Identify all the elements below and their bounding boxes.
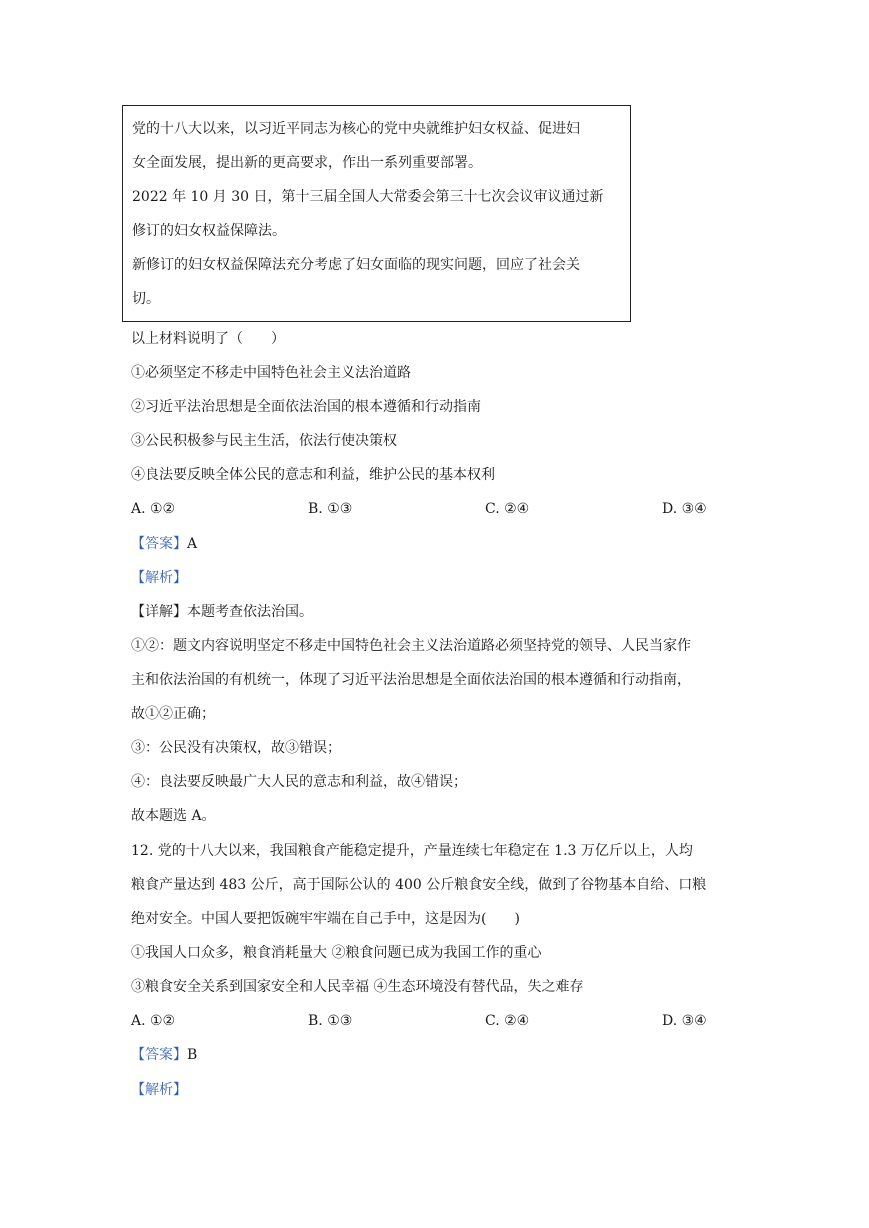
q11-analysis-label: 【解析】 bbox=[131, 570, 187, 586]
q12-option-b: B. ①③ bbox=[308, 1013, 353, 1029]
q12-stem-line: 12. 党的十八大以来，我国粮食产能稳定提升，产量连续七年稳定在 1.3 万亿斤以上，人均 bbox=[131, 843, 693, 859]
q12-stem-line: 绝对安全。中国人要把饭碗牢牢端在自己手中，这是因为( ) bbox=[131, 911, 520, 927]
material-box bbox=[122, 105, 631, 322]
q11-statement: ③公民积极参与民主生活，依法行使决策权 bbox=[131, 433, 397, 449]
q12-analysis-label: 【解析】 bbox=[131, 1082, 187, 1098]
detail-label: 【详解】 bbox=[131, 604, 187, 620]
q11-statement: ②习近平法治思想是全面依法治国的根本遵循和行动指南 bbox=[131, 399, 481, 415]
q11-option-c: C. ②④ bbox=[485, 501, 530, 517]
q11-explanation-line: ③：公民没有决策权，故③错误； bbox=[131, 740, 341, 756]
q12-option-c: C. ②④ bbox=[485, 1013, 530, 1029]
answer-label: 【答案】 bbox=[131, 1047, 187, 1063]
material-line: 女全面发展，提出新的更高要求，作出一系列重要部署。 bbox=[132, 155, 482, 171]
answer-label: 【答案】 bbox=[131, 536, 187, 552]
q11-answer bbox=[131, 535, 197, 553]
material-line: 党的十八大以来，以习近平同志为核心的党中央就维护妇女权益、促进妇 bbox=[132, 121, 580, 137]
q12-answer bbox=[131, 1046, 197, 1064]
q11-explanation-line: 故①②正确； bbox=[131, 706, 215, 722]
material-line: 2022 年 10 月 30 日，第十三届全国人大常委会第三十七次会议审议通过新 bbox=[132, 189, 604, 205]
answer-value: B bbox=[187, 1047, 198, 1063]
q12-stem-line: 粮食产量达到 483 公斤，高于国际公认的 400 公斤粮食安全线，做到了谷物基本自给、口粮 bbox=[131, 877, 707, 893]
q11-option-a: A. ①② bbox=[131, 501, 176, 517]
q12-option-a: A. ①② bbox=[131, 1013, 176, 1029]
material-line: 切。 bbox=[132, 291, 160, 307]
q11-statement: ①必须坚定不移走中国特色社会主义法治道路 bbox=[131, 365, 411, 381]
q11-explanation-line: ④：良法要反映最广大人民的意志和利益，故④错误； bbox=[131, 774, 467, 790]
material-line: 修订的妇女权益保障法。 bbox=[132, 223, 286, 239]
q12-statement-line: ③粮食安全关系到国家安全和人民幸福 ④生态环境没有替代品，失之难存 bbox=[131, 979, 584, 995]
q11-detail bbox=[131, 603, 313, 621]
q11-stem: 以上材料说明了（ ） bbox=[131, 331, 285, 347]
q11-explanation-line: 故本题选 A。 bbox=[131, 808, 216, 824]
q11-statement: ④良法要反映全体公民的意志和利益，维护公民的基本权利 bbox=[131, 467, 495, 483]
q12-option-d: D. ③④ bbox=[662, 1013, 707, 1029]
q12-statement-line: ①我国人口众多，粮食消耗量大 ②粮食问题已成为我国工作的重心 bbox=[131, 945, 542, 961]
q11-option-b: B. ①③ bbox=[308, 501, 353, 517]
material-line: 新修订的妇女权益保障法充分考虑了妇女面临的现实问题，回应了社会关 bbox=[132, 257, 580, 273]
q11-explanation-line: ①②：题文内容说明坚定不移走中国特色社会主义法治道路必须坚持党的领导、人民当家作 bbox=[131, 638, 691, 654]
q11-explanation-line: 主和依法治国的有机统一，体现了习近平法治思想是全面依法治国的根本遵循和行动指南， bbox=[131, 672, 691, 688]
detail-text: 本题考查依法治国。 bbox=[187, 604, 313, 620]
q11-option-d: D. ③④ bbox=[662, 501, 707, 517]
answer-value: A bbox=[187, 536, 198, 552]
